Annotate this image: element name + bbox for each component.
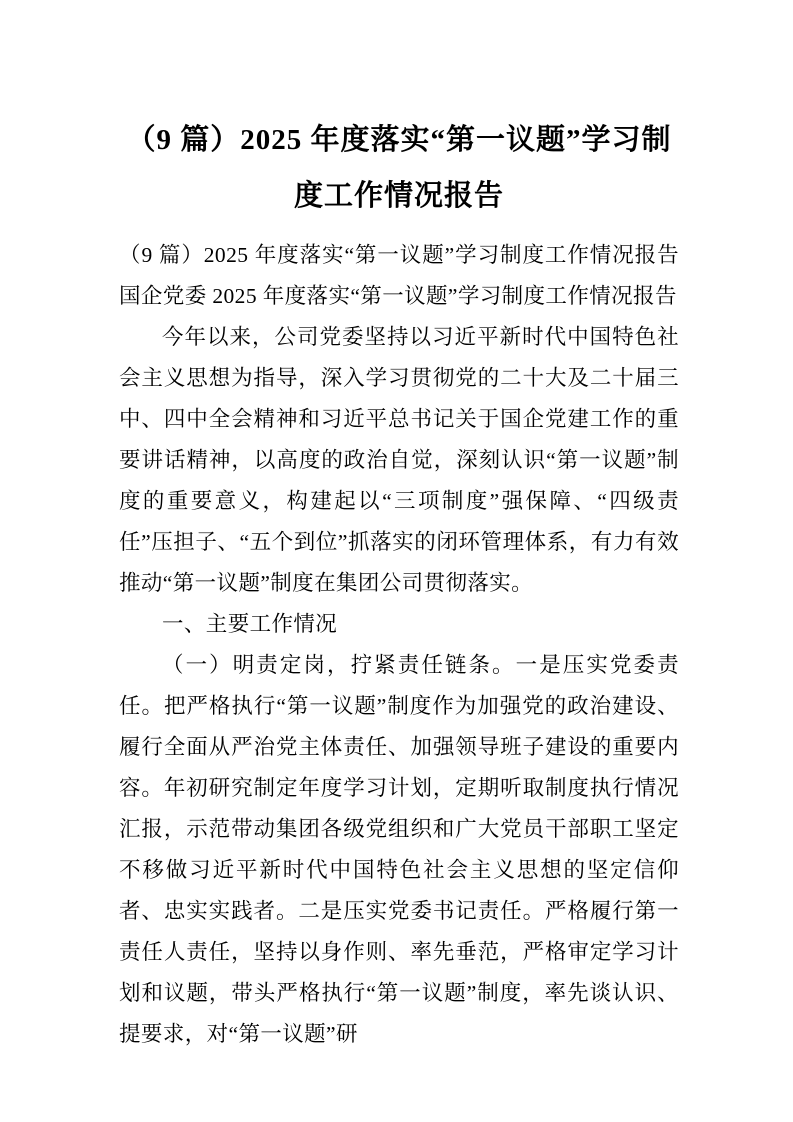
body-paragraph-overview: 今年以来，公司党委坚持以习近平新时代中国特色社会主义思想为指导，深入学习贯彻党的二十大及二十届三中、四中全会精神和习近平总书记关于国企党建工作的重要讲话精神，以高度的政治自觉，深刻认识“第一议题”制度的重要意义，构建起以“三项制度”强保障、“四级责任”压担子、“五个到位”抓落实的闭环管理体系，有力有效推动“第一议题”制度在集团公司贯彻落实。 — [119, 325, 679, 595]
intro-paragraph: （9 篇）2025 年度落实“第一议题”学习制度工作情况报告国企党委 2025 年度落实“第一议题”学习制度工作情况报告 — [119, 243, 679, 308]
document-content — [119, 112, 679, 1055]
section-heading-main-work: 一、主要工作情况 — [162, 612, 338, 636]
document-title: （9 篇）2025 年度落实“第一议题”学习制度工作情况报告 — [126, 124, 672, 212]
body-paragraph-responsibility: （一）明责定岗，拧紧责任链条。一是压实党委责任。把严格执行“第一议题”制度作为加强党的政治建设、履行全面从严治党主体责任、加强领导班子建设的重要内容。年初研究制定年度学习计划，定期听取制度执行情况汇报，示范带动集团各级党组织和广大党员干部职工坚定不移做习近平新时代中国特色社会主义思想的坚定信仰者、忠实实践者。二是压实党委书记责任。严格履行第一责任人责任，坚持以身作则、率先垂范，严格审定学习计划和议题，带头严格执行“第一议题”制度，率先谈认识、提要求，对“第一议题”研 — [119, 653, 679, 1046]
